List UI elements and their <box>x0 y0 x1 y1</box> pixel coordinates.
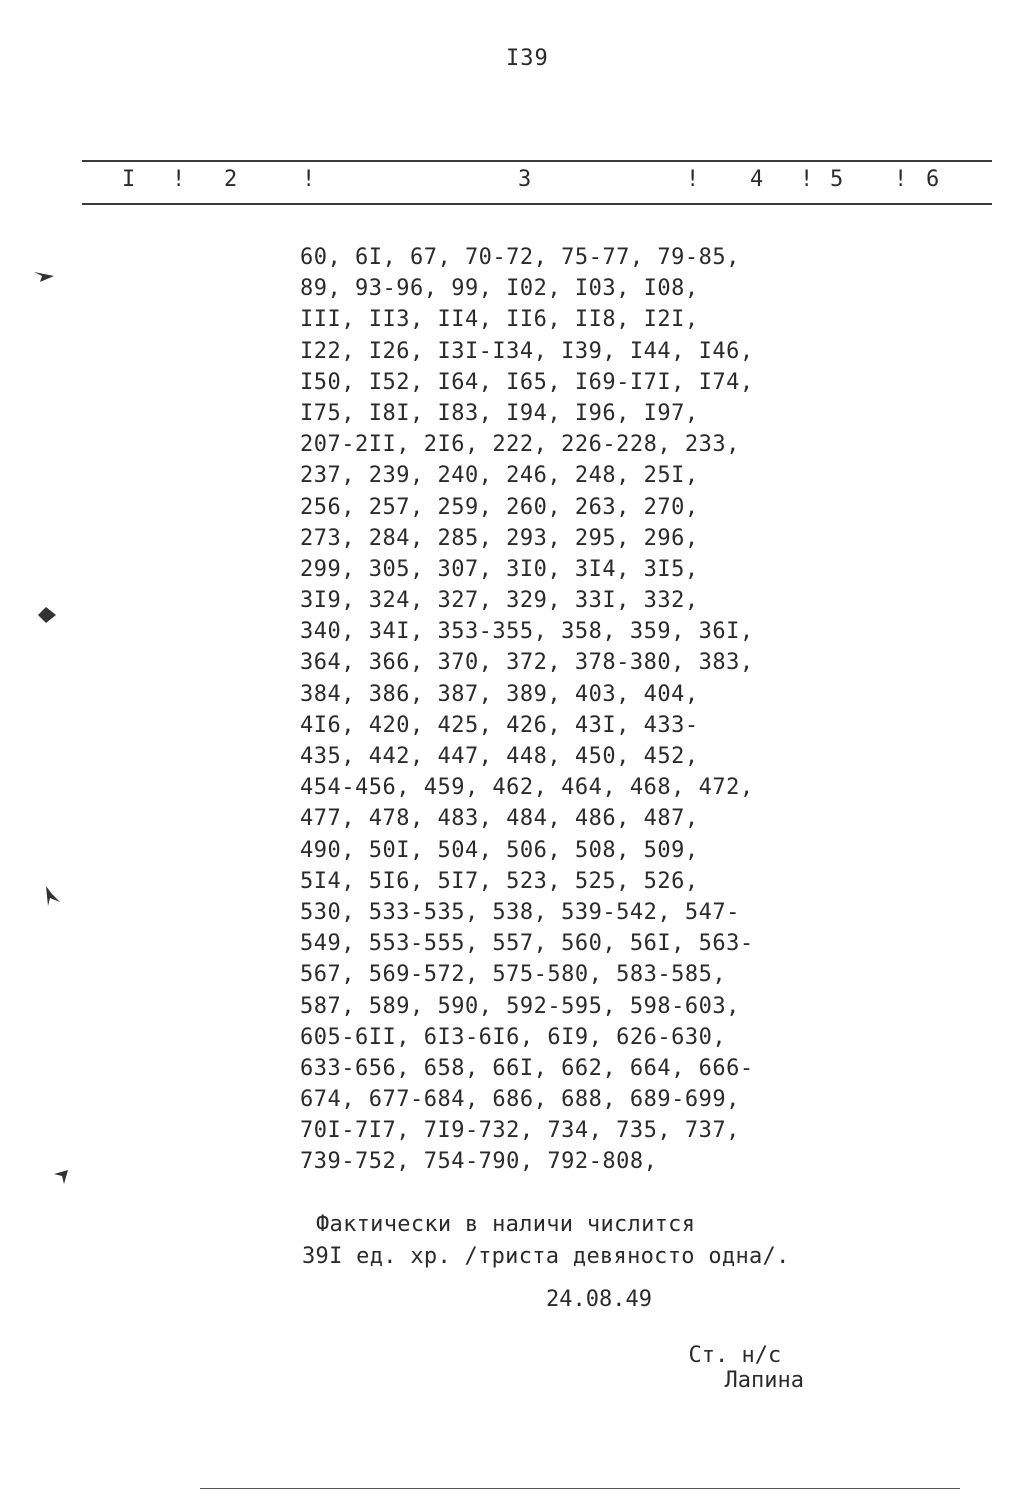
item-number-line: 70I-7I7, 7I9-732, 734, 735, 737, <box>300 1118 740 1144</box>
item-number-line: 454-456, 459, 462, 464, 468, 472, <box>300 775 754 801</box>
item-number-line: 4I6, 420, 425, 426, 43I, 433- <box>300 712 699 738</box>
item-number-line: 340, 34I, 353-355, 358, 359, 36I, <box>300 619 754 645</box>
availability-note-line-1: Фактически в наличи числится <box>316 1212 696 1237</box>
item-number-line: 674, 677-684, 686, 688, 689-699, <box>300 1087 740 1113</box>
table-top-rule <box>82 160 992 162</box>
item-number-line: 384, 386, 387, 389, 403, 404, <box>300 681 699 707</box>
item-number-line: 739-752, 754-790, 792-808, <box>300 1149 658 1175</box>
page-number: I39 <box>506 46 549 71</box>
item-number-line: 237, 239, 240, 246, 248, 25I, <box>300 463 699 489</box>
item-number-line: 567, 569-572, 575-580, 583-585, <box>300 962 727 988</box>
column-header-2: 2 <box>224 167 238 192</box>
column-header-1: I <box>122 167 136 192</box>
item-number-line: 299, 305, 307, 3I0, 3I4, 3I5, <box>300 556 699 582</box>
item-number-line: 5I4, 5I6, 5I7, 523, 525, 526, <box>300 868 699 894</box>
signatory-name: Лапина <box>724 1368 804 1393</box>
item-number-line: 605-6II, 6I3-6I6, 6I9, 626-630, <box>300 1024 727 1050</box>
item-number-line: 530, 533-535, 538, 539-542, 547- <box>300 899 740 925</box>
item-number-line: 207-2II, 2I6, 222, 226-228, 233, <box>300 432 740 458</box>
item-number-list <box>300 242 760 1178</box>
column-header-3: 3 <box>518 167 532 192</box>
bottom-edge-rule <box>200 1488 960 1489</box>
item-number-line: 587, 589, 590, 592-595, 598-603, <box>300 993 740 1019</box>
item-number-line: 60, 6I, 67, 70-72, 75-77, 79-85, <box>300 245 740 270</box>
item-number-line: I50, I52, I64, I65, I69-I7I, I74, <box>300 369 754 395</box>
column-separator: ! <box>894 167 908 192</box>
signature-block <box>662 1318 804 1393</box>
column-separator: ! <box>302 167 316 192</box>
item-number-line: III, II3, II4, II6, II8, I2I, <box>300 307 699 333</box>
item-number-line: I75, I8I, I83, I94, I96, I97, <box>300 400 699 426</box>
item-number-line: 490, 50I, 504, 506, 508, 509, <box>300 837 699 863</box>
item-number-line: 477, 478, 483, 484, 486, 487, <box>300 806 699 832</box>
item-number-line: 256, 257, 259, 260, 263, 270, <box>300 494 699 520</box>
item-number-line: 549, 553-555, 557, 560, 56I, 563- <box>300 931 754 957</box>
item-number-line: 364, 366, 370, 372, 378-380, 383, <box>300 650 754 676</box>
column-separator: ! <box>172 167 186 192</box>
column-separator: ! <box>800 167 814 192</box>
column-header-5: 5 <box>830 167 844 192</box>
item-number-line: 3I9, 324, 327, 329, 33I, 332, <box>300 588 699 614</box>
signatory-title: Ст. н/с <box>688 1343 782 1368</box>
item-number-line: 633-656, 658, 66I, 662, 664, 666- <box>300 1055 754 1081</box>
item-number-line: 89, 93-96, 99, I02, I03, I08, <box>300 276 699 302</box>
column-separator: ! <box>686 167 700 192</box>
column-header-4: 4 <box>750 167 764 192</box>
document-date: 24.08.49 <box>546 1287 652 1312</box>
item-number-line: I22, I26, I3I-I34, I39, I44, I46, <box>300 338 754 364</box>
item-number-line: 273, 284, 285, 293, 295, 296, <box>300 525 699 551</box>
item-number-line: 435, 442, 447, 448, 450, 452, <box>300 744 699 769</box>
availability-note-line-2: 39I ед. хр. /триста девяносто одна/. <box>302 1244 790 1269</box>
table-header-rule <box>82 203 992 205</box>
column-header-6: 6 <box>926 167 940 192</box>
